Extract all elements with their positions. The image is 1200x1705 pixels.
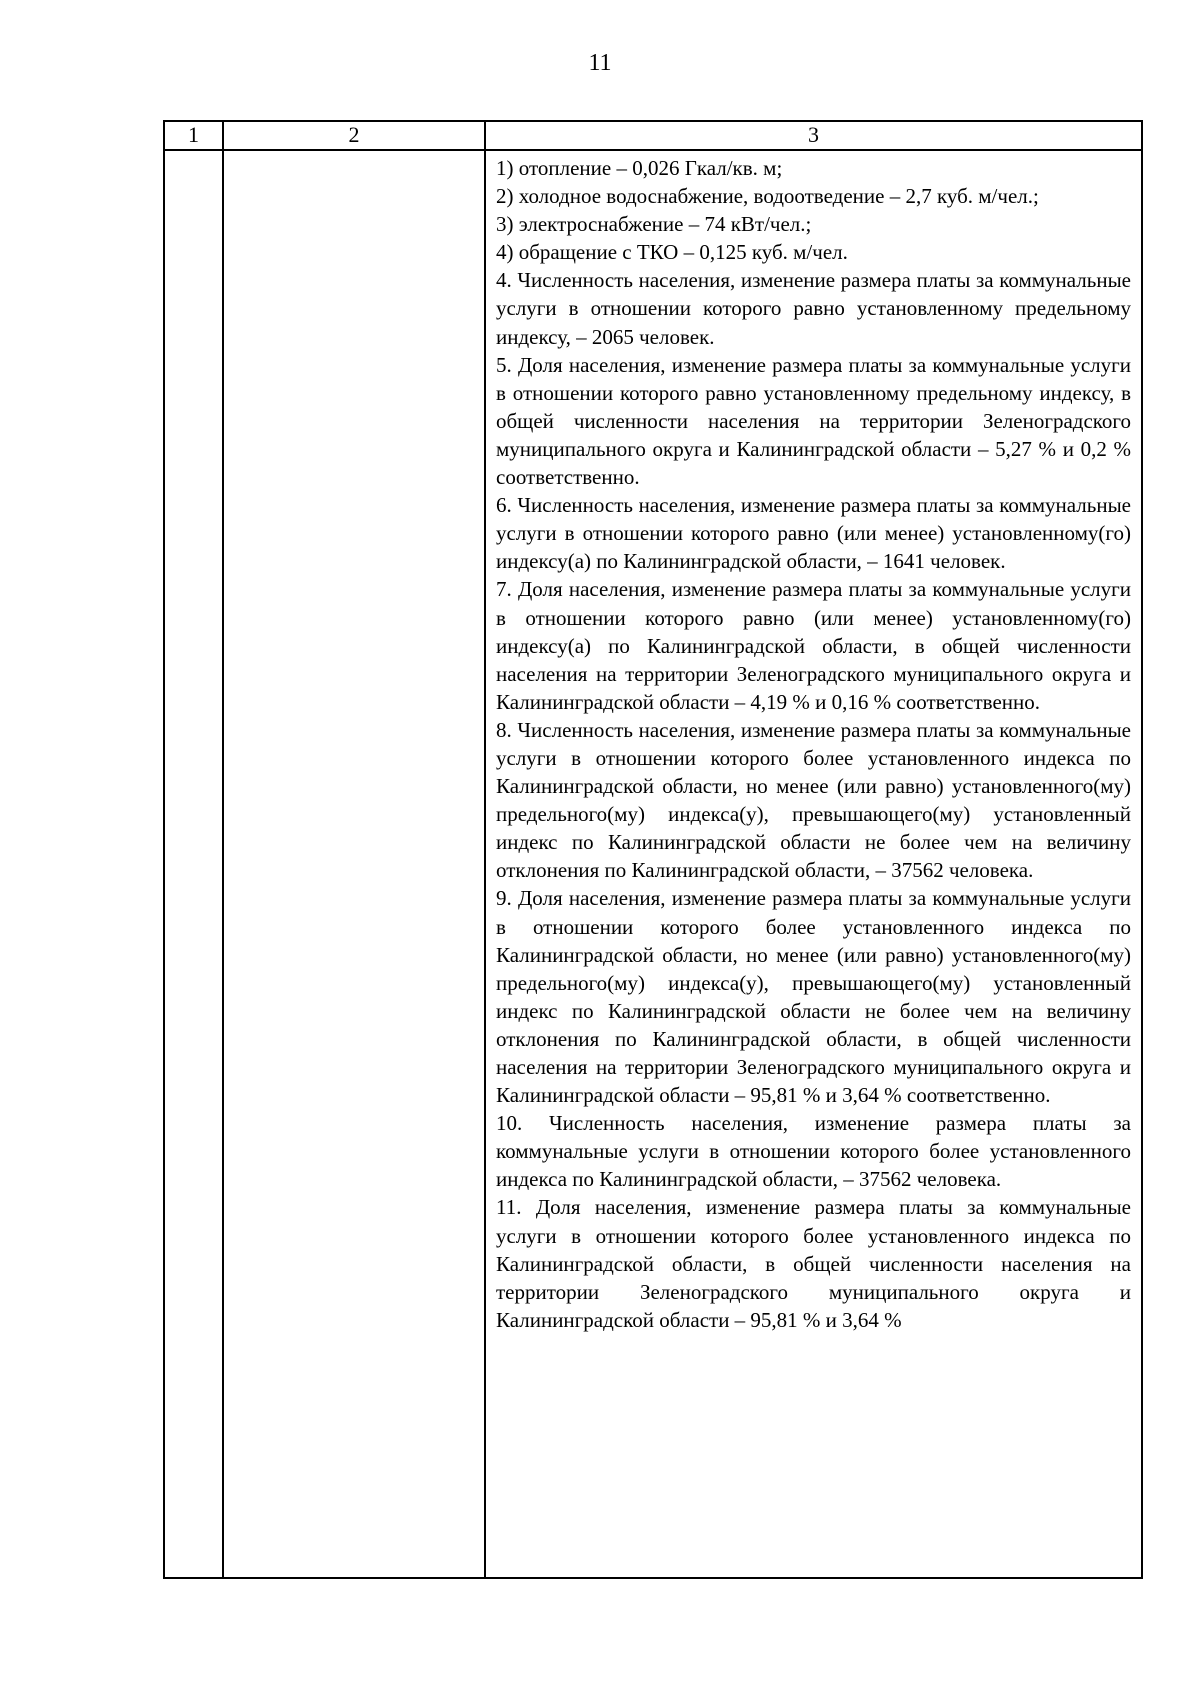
body-cell-1 (164, 150, 223, 1578)
header-cell-3: 3 (485, 121, 1142, 150)
paragraph-item: 11. Доля населения, изменение размера платы за коммунальные услуги в отношении которого более установленного индекса по Калининградской области, в общей численности населения на территории Зеленоградского муниципального округа и Калининградской области – 95,81 % и 3,64 % (496, 1195, 1131, 1332)
paragraph-item: 10. Численность населения, изменение размера платы за коммунальные услуги в отношении которого более установленного индекса по Калининградской области, – 37562 человека. (496, 1111, 1131, 1192)
paragraph-item: 4) обращение с ТКО – 0,125 куб. м/чел. (496, 240, 848, 265)
page-number: 11 (588, 50, 612, 76)
paragraph-item: 8. Численность населения, изменение размера платы за коммунальные услуги в отношении которого более установленного индекса по Калининградской области, но менее (или равно) установленного(му) предельного(му) индекса(у), превышающего(му) установленный индекс по Калининградской области не более чем на величину отклонения по Калининградской области, – 37562 человека. (496, 717, 1131, 883)
body-cell-2 (223, 150, 485, 1578)
paragraph-item: 9. Доля населения, изменение размера платы за коммунальные услуги в отношении которого более установленного индекса по Калининградской области, но менее (или равно) установленного(му) предельного(му) индекса(у), превышающего(му) установленный индекс по Калининградской области не более чем на величину отклонения по Калининградской области, в общей численности населения на территории Зеленоградского муниципального округа и Калининградской области – 95,81 % и 3,64 % соответственно. (496, 886, 1131, 1108)
body-cell-3 (485, 150, 1142, 1578)
paragraph-item: 5. Доля населения, изменение размера платы за коммунальные услуги в отношении которого равно установленному предельному индексу, в общей численности населения на территории Зеленоградского муниципального округа и Калининградской области – 5,27 % и 0,2 % соответственно. (496, 352, 1131, 490)
paragraph-item: 4. Численность населения, изменение размера платы за коммунальные услуги в отношении которого равно установленному предельному индексу, – 2065 человек. (496, 268, 1131, 349)
paragraph-item: 7. Доля населения, изменение размера платы за коммунальные услуги в отношении которого равно (или менее) установленному(го) индексу(а) по Калининградской области, в общей численности населения на территории Зеленоградского муниципального округа и Калининградской области – 4,19 % и 0,16 % соответственно. (496, 577, 1131, 714)
paragraph-item: 1) отопление – 0,026 Гкал/кв. м; (496, 156, 783, 180)
paragraph-item: 6. Численность населения, изменение размера платы за коммунальные услуги в отношении которого равно (или менее) установленному(го) индексу(а) по Калининградской области, – 1641 человек. (496, 493, 1131, 574)
document-table (163, 120, 1143, 1579)
header-cell-1: 1 (164, 121, 223, 150)
paragraph-item: 3) электроснабжение – 74 кВт/чел.; (496, 212, 812, 237)
table-body-row (164, 150, 1142, 1578)
table-header-row (164, 121, 1142, 150)
header-cell-2: 2 (223, 121, 485, 150)
paragraph-item: 2) холодное водоснабжение, водоотведение – 2,7 куб. м/чел.; (496, 184, 1039, 209)
